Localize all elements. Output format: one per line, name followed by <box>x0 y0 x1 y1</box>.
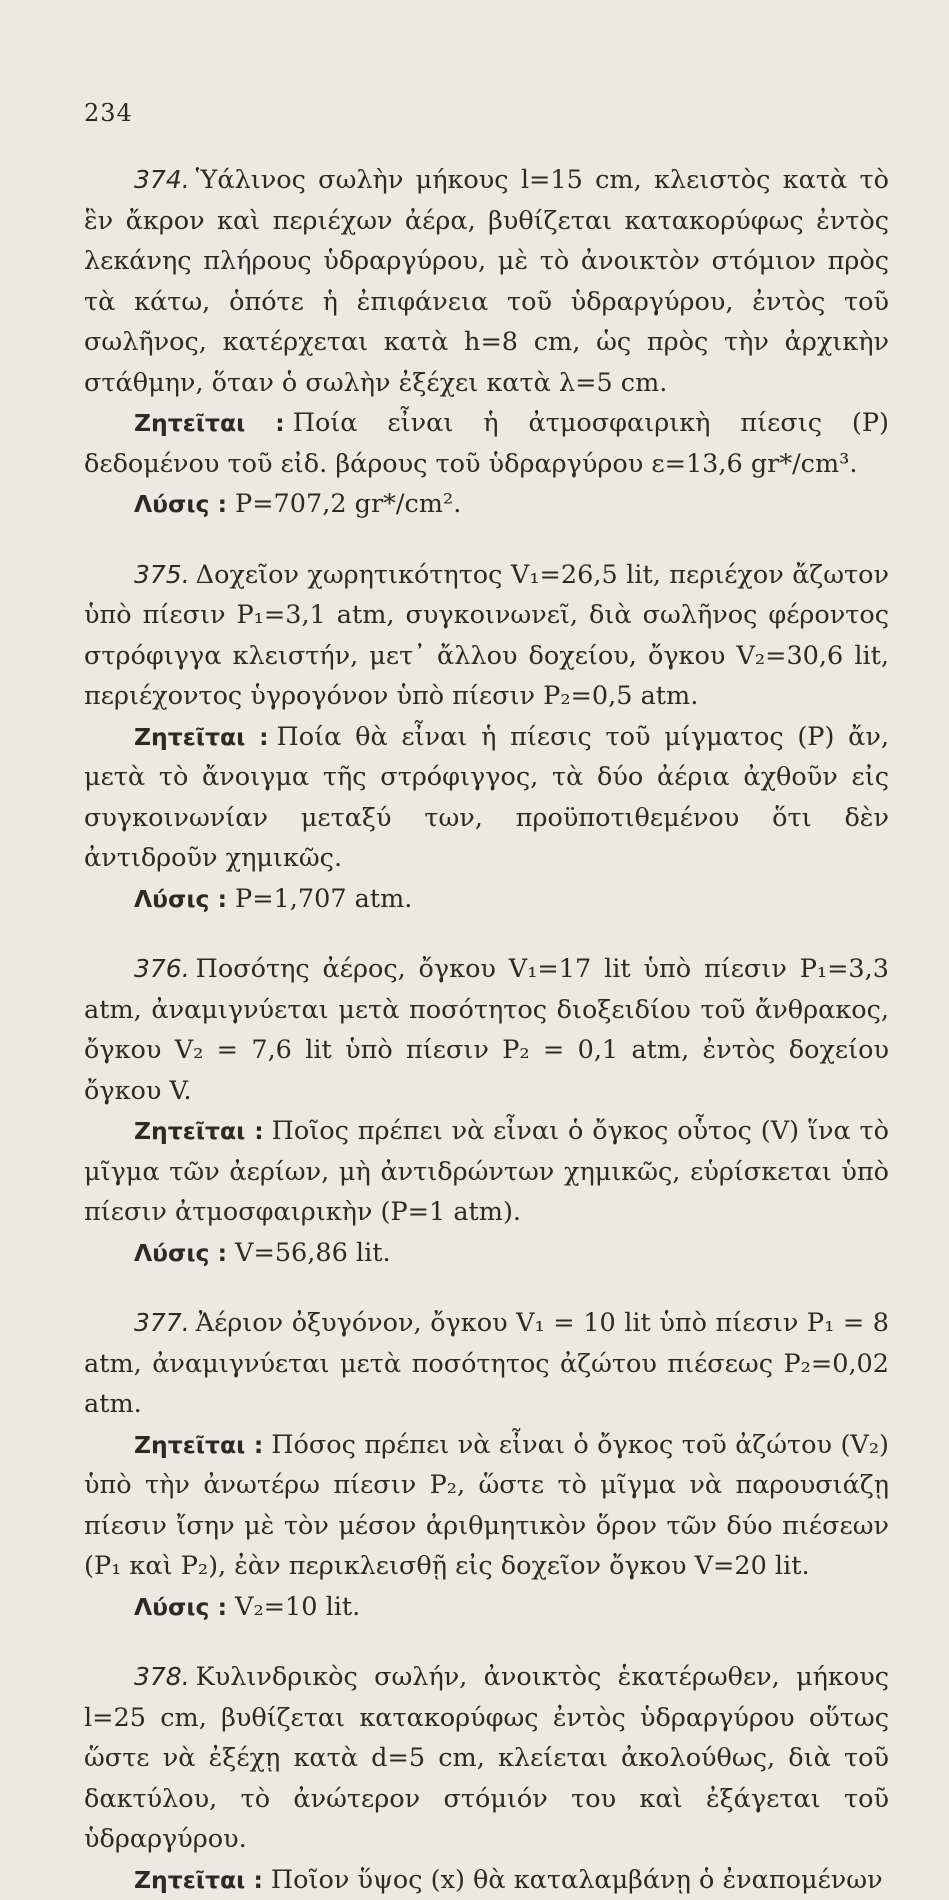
problem-number: 375. <box>134 560 190 589</box>
solution-text: P=707,2 gr*/cm². <box>235 489 461 519</box>
requested-line <box>84 1860 889 1900</box>
requested-line <box>84 1425 889 1587</box>
statement-text: Δοχεῖον χωρητικότητος V₁=26,5 lit, περιέχον ἄζωτον ὑπὸ πίεσιν P₁=3,1 atm, συγκοινωνεῖ, διὰ σωλῆνος φέροντος στρόφιγγα κλειστήν, μετ᾽ ἄλλου δοχείου, ὄγκου V₂=30,6 lit, περιέχοντος ὑγρογόνον ὑπὸ πίεσιν P₂=0,5 atm. <box>84 560 889 712</box>
solution-text: P=1,707 atm. <box>235 884 412 914</box>
problem-statement <box>84 1303 889 1425</box>
solution-line <box>84 484 889 525</box>
solution-line <box>84 1587 889 1628</box>
problem-statement <box>84 949 889 1111</box>
solution-line <box>84 1233 889 1274</box>
problem-376 <box>84 949 889 1273</box>
requested-text: Ποῖος πρέπει νὰ εἶναι ὁ ὄγκος οὗτος (V) ἵνα τὸ μῖγμα τῶν ἀερίων, μὴ ἀντιδρώντων χημικῶς, εὑρίσκεται ὑπὸ πίεσιν ἀτμοσφαιρικὴν (P=1 atm). <box>84 1116 889 1227</box>
requested-text: Ποῖον ὕψος (x) θὰ καταλαμβάνῃ ὁ ἐναπομένων <box>271 1865 883 1895</box>
problem-statement <box>84 160 889 403</box>
requested-text: Ποία εἶναι ἡ ἀτμοσφαιρικὴ πίεσις (P) δεδομένου τοῦ εἰδ. βάρους τοῦ ὑδραργύρου ε=13,6 gr*/cm³. <box>84 408 889 479</box>
requested-label: Ζητεῖται : <box>134 723 269 751</box>
solution-label: Λύσις : <box>134 1593 227 1621</box>
statement-text: Ποσότης ἀέρος, ὄγκου V₁=17 lit ὑπὸ πίεσιν P₁=3,3 atm, ἀναμιγνύεται μετὰ ποσότητος διοξειδίου τοῦ ἄνθρακος, ὄγκου V₂ = 7,6 lit ὑπὸ πίεσιν P₂ = 0,1 atm, ἐντὸς δοχείου ὄγκου V. <box>84 954 889 1106</box>
problem-374 <box>84 160 889 525</box>
problem-375 <box>84 555 889 920</box>
solution-label: Λύσις : <box>134 885 227 913</box>
problem-378 <box>84 1657 889 1900</box>
requested-label: Ζητεῖται : <box>134 1866 263 1894</box>
problem-377 <box>84 1303 889 1627</box>
requested-text: Πόσος πρέπει νὰ εἶναι ὁ ὄγκος τοῦ ἀζώτου (V₂) ὑπὸ τὴν ἀνωτέρω πίεσιν P₂, ὥστε τὸ μῖγμα νὰ παρουσιάζῃ πίεσιν ἴσην μὲ τὸν μέσον ἀριθμητικὸν ὅρον τῶν δύο πιέσεων (P₁ καὶ P₂), ἐὰν περικλεισθῇ εἰς δοχεῖον ὄγκου V=20 lit. <box>84 1430 889 1582</box>
requested-line <box>84 1111 889 1233</box>
statement-text: Κυλινδρικὸς σωλήν, ἀνοικτὸς ἑκατέρωθεν, μήκους l=25 cm, βυθίζεται κατακορύφως ἐντὸς ὑδραργύρου οὕτως ὥστε νὰ ἐξέχῃ κατὰ d=5 cm, κλείεται ἀκολούθως, διὰ τοῦ δακτύλου, τὸ ἀνώτερον στόμιόν του καὶ ἐξάγεται τοῦ ὑδραργύρου. <box>84 1662 889 1854</box>
statement-text: Ὑάλινος σωλὴν μήκους l=15 cm, κλειστὸς κατὰ τὸ ἓν ἄκρον καὶ περιέχων ἀέρα, βυθίζεται κατακορύφως ἐντὸς λεκάνης πλήρους ὑδραργύρου, μὲ τὸ ἀνοικτὸν στόμιον πρὸς τὰ κάτω, ὁπότε ἡ ἐπιφάνεια τοῦ ὑδραργύρου, ἐντὸς τοῦ σωλῆνος, κατέρχεται κατὰ h=8 cm, ὡς πρὸς τὴν ἀρχικὴν στάθμην, ὅταν ὁ σωλὴν ἐξέχει κατὰ λ=5 cm. <box>84 165 889 398</box>
statement-text: Ἀέριον ὀξυγόνον, ὄγκου V₁ = 10 lit ὑπὸ πίεσιν P₁ = 8 atm, ἀναμιγνύεται μετὰ ποσότητος ἀζώτου πιέσεως P₂=0,02 atm. <box>84 1308 889 1419</box>
solution-label: Λύσις : <box>134 490 227 518</box>
requested-line <box>84 717 889 879</box>
problem-number: 377. <box>134 1308 190 1337</box>
solution-text: V=56,86 lit. <box>235 1238 391 1268</box>
solution-text: V₂=10 lit. <box>235 1592 360 1622</box>
requested-label: Ζητεῖται : <box>134 1117 264 1145</box>
problem-statement <box>84 1657 889 1860</box>
problem-number: 374. <box>134 165 190 194</box>
problem-number: 376. <box>134 954 190 983</box>
requested-label: Ζητεῖται : <box>134 409 285 437</box>
solution-line <box>84 879 889 920</box>
requested-text: Ποία θὰ εἶναι ἡ πίεσις τοῦ μίγματος (P) ἄν, μετὰ τὸ ἄνοιγμα τῆς στρόφιγγος, τὰ δύο ἀέρια ἀχθοῦν εἰς συγκοινωνίαν μεταξύ των, προϋποτιθεμένου ὅτι δὲν ἀντιδροῦν χημικῶς. <box>84 722 889 874</box>
solution-label: Λύσις : <box>134 1239 227 1267</box>
requested-line <box>84 403 889 484</box>
requested-label: Ζητεῖται : <box>134 1431 263 1459</box>
page-number: 234 <box>84 98 889 128</box>
problem-statement <box>84 555 889 717</box>
problem-number: 378. <box>134 1662 190 1691</box>
